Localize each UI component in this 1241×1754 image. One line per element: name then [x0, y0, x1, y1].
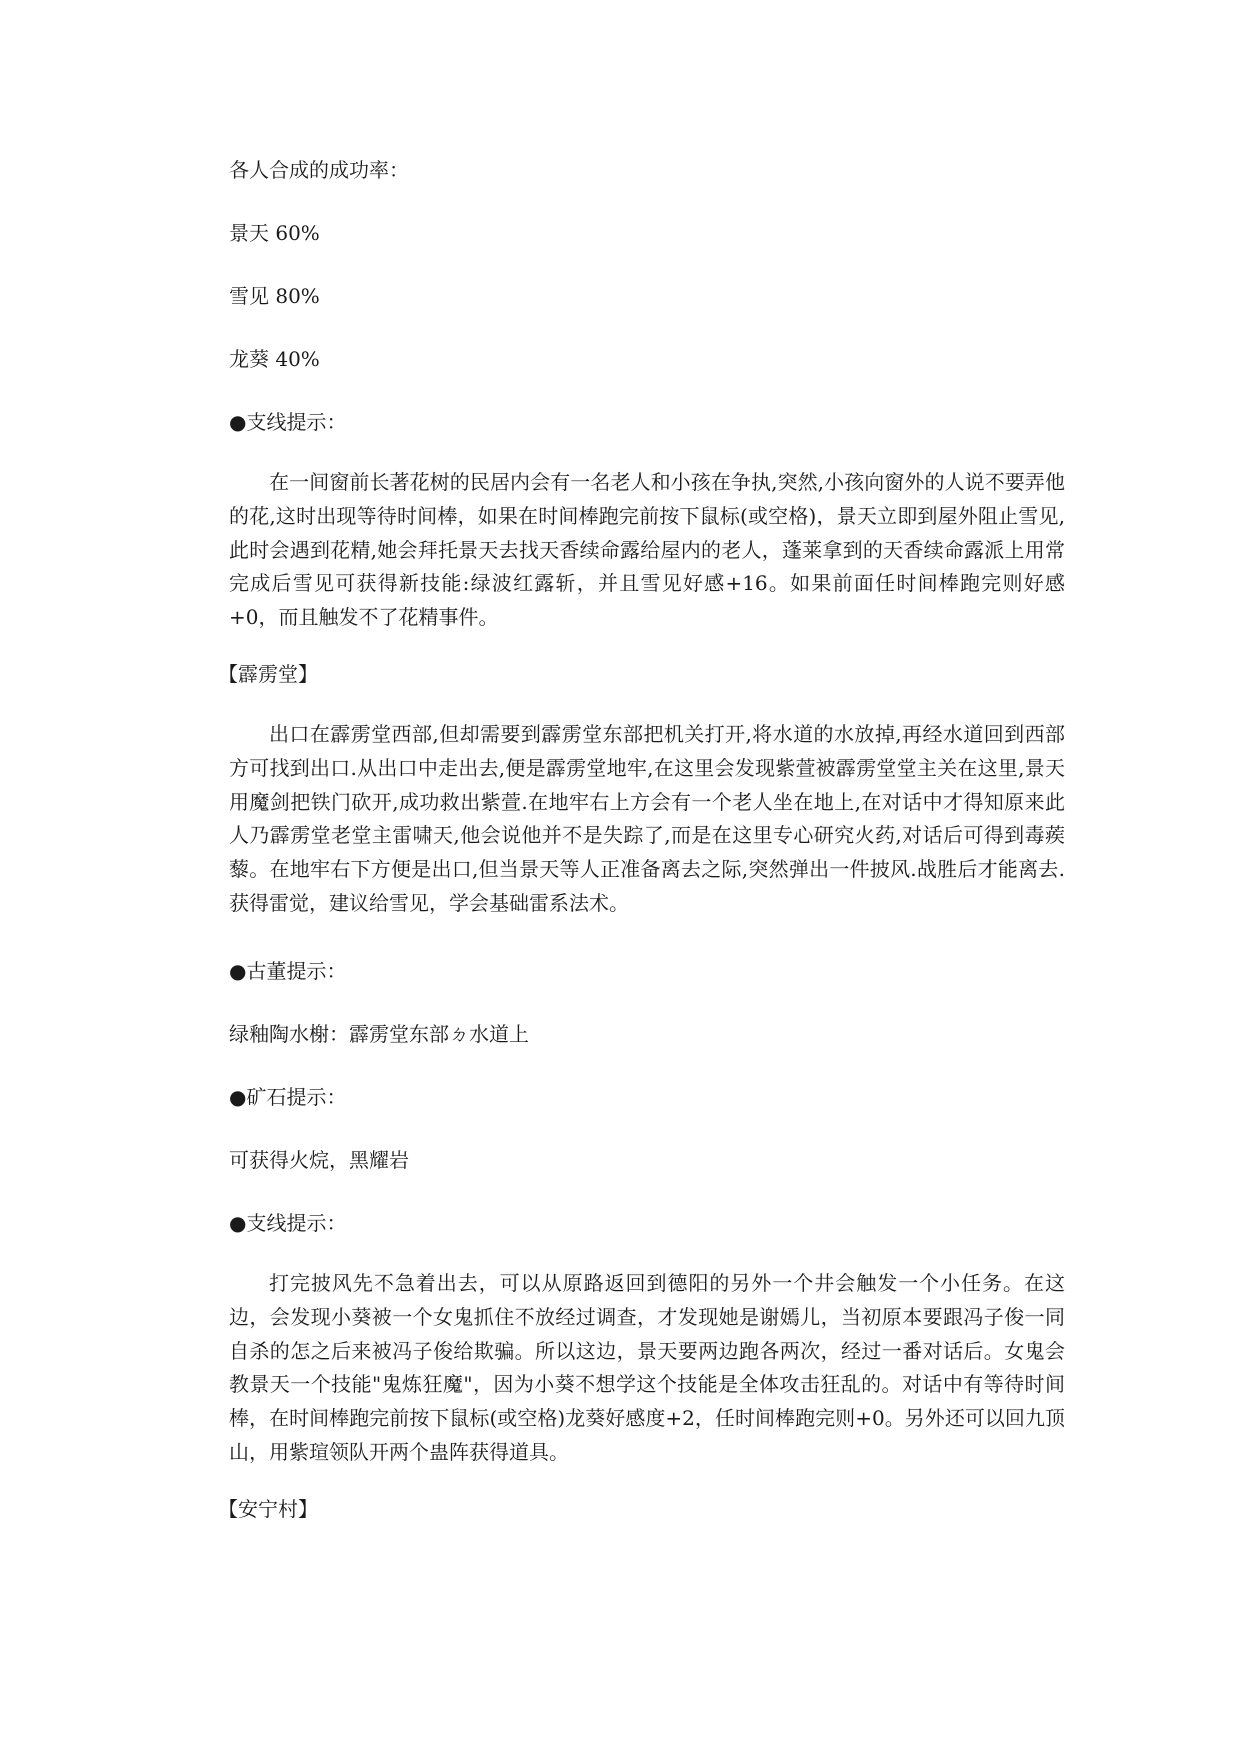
rates-title: 各人合成的成功率：	[229, 158, 409, 182]
antique-tip-label: ●古董提示：	[229, 959, 347, 983]
ore-tip-text: 可获得火烷，黑耀岩	[229, 1148, 409, 1172]
section-heading-pilitang: 【霹雳堂】	[218, 662, 318, 686]
rate-longkui: 龙葵 40%	[229, 347, 320, 371]
side-quest-paragraph-2	[229, 1267, 1065, 1470]
pilitang-paragraph	[229, 718, 1065, 921]
ore-tip-label: ●矿石提示：	[229, 1085, 347, 1109]
pilitang-text: 出口在霹雳堂西部,但却需要到霹雳堂东部把机关打开,将水道的水放掉,再经水道回到西部方可找到出口.从出口中走出去,便是霹雳堂地牢,在这里会发现紫萱被霹雳堂堂主关在这里,景天用魔剑把铁门砍开,成功救出紫萱.在地牢右上方会有一个老人坐在地上,在对话中才得知原来此人乃霹雳堂老堂主雷啸天,他会说他并不是失踪了,而是在这里专心研究火药,对话后可得到毒蒺藜。在地牢右下方便是出口,但当景天等人正准备离去之际,突然弹出一件披风.战胜后才能离去.获得雷觉，建议给雪见，学会基础雷系法术。	[229, 722, 1065, 915]
side-quest-text-1: 在一间窗前长著花树的民居内会有一名老人和小孩在争执,突然,小孩向窗外的人说不要弄他的花,这时出现等待时间棒，如果在时间棒跑完前按下鼠标(或空格)，景天立即到屋外阻止雪见,此时会遇到花精,她会拜托景天去找天香续命露给屋内的老人，蓬莱拿到的天香续命露派上用常完成后雪见可获得新技能:绿波红露斩，并且雪见好感+16。如果前面任时间棒跑完则好感+0，而且触发不了花精事件。	[229, 470, 1065, 630]
antique-tip-text: 绿釉陶水榭：霹雳堂东部ㄉ水道上	[229, 1022, 529, 1046]
side-quest-paragraph-1	[229, 466, 1065, 635]
side-quest-text-2: 打完披风先不急着出去，可以从原路返回到德阳的另外一个井会触发一个小任务。在这边，会发现小葵被一个女鬼抓住不放经过调查，才发现她是谢嫣儿，当初原本要跟冯子俊一同自杀的怎之后来被冯子俊给欺骗。所以这边，景天要两边跑各两次，经过一番对话后。女鬼会教景天一个技能"鬼炼狂魔"，因为小葵不想学这个技能是全体攻击狂乱的。对话中有等待时间棒，在时间棒跑完前按下鼠标(或空格)龙葵好感度+2，任时间棒跑完则+0。另外还可以回九顶山，用紫瑄领队开两个蛊阵获得道具。	[229, 1271, 1065, 1464]
side-quest-tip-label: ●支线提示：	[229, 410, 347, 434]
section-heading-anningcun: 【安宁村】	[218, 1497, 318, 1521]
rate-xuejian: 雪见 80%	[229, 284, 320, 308]
side-quest-tip-label-2: ●支线提示：	[229, 1211, 347, 1235]
rate-jingtian: 景天 60%	[229, 221, 320, 245]
